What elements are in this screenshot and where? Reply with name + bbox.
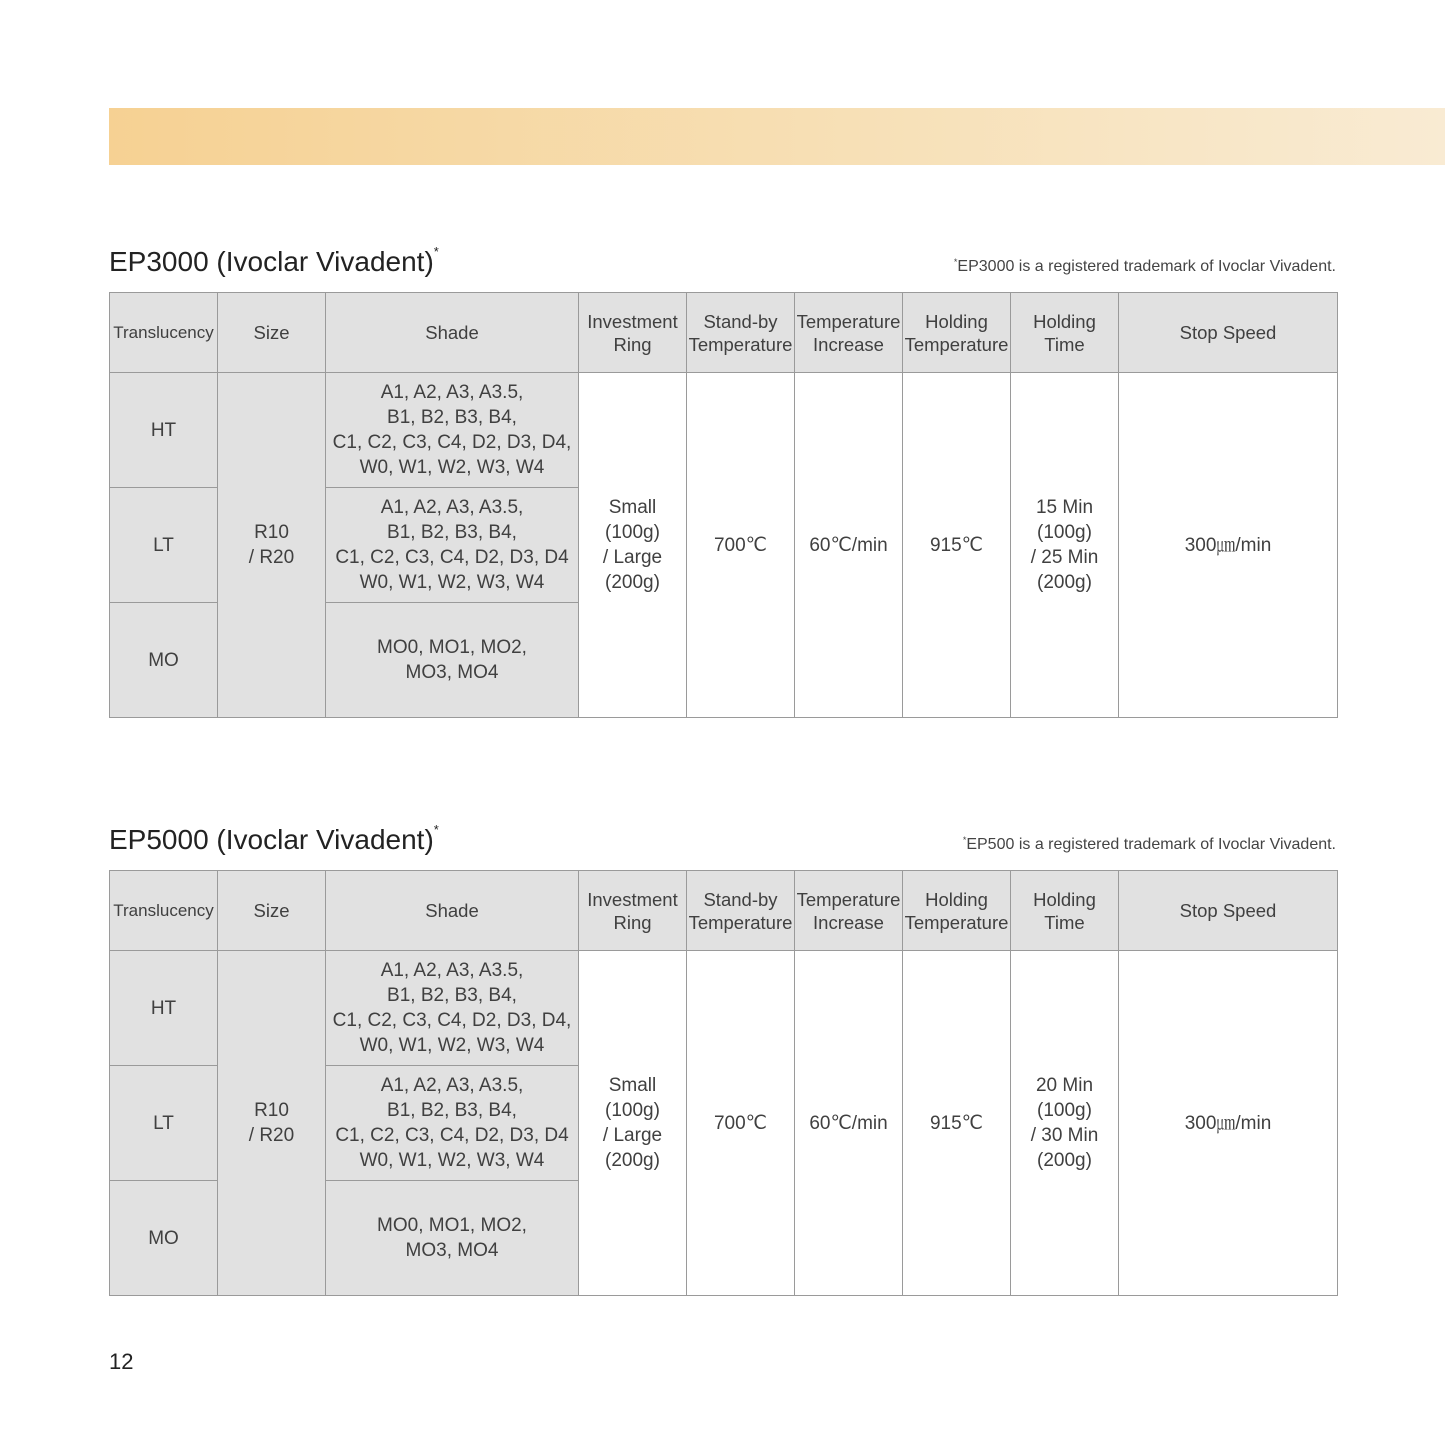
trademark-note: *EP500 is a registered trademark of Ivoclar Vivadent. <box>962 835 1336 853</box>
shade-cell: MO0, MO1, MO2, MO3, MO4 <box>326 1181 579 1296</box>
firing-table <box>109 292 1338 718</box>
standby-temperature-cell: 700℃ <box>687 373 795 718</box>
header-temperature-increase: Temperature Increase <box>795 871 903 951</box>
holding-time-cell: 15 Min (100g) / 25 Min (200g) <box>1011 373 1119 718</box>
header-holding-temperature: Holding Temperature <box>903 293 1011 373</box>
shade-cell: A1, A2, A3, A3.5, B1, B2, B3, B4, C1, C2, C3, C4, D2, D3, D4 W0, W1, W2, W3, W4 <box>326 1066 579 1181</box>
firing-table <box>109 870 1338 1296</box>
header-stop-speed: Stop Speed <box>1119 293 1338 373</box>
size-cell: R10 / R20 <box>218 951 326 1296</box>
title-asterisk: * <box>433 244 439 259</box>
section-ep3000 <box>109 243 1337 718</box>
shade-cell: MO0, MO1, MO2, MO3, MO4 <box>326 603 579 718</box>
translucency-cell: MO <box>110 603 218 718</box>
holding-temperature-cell: 915℃ <box>903 951 1011 1296</box>
header-shade: Shade <box>326 871 579 951</box>
shade-cell: A1, A2, A3, A3.5, B1, B2, B3, B4, C1, C2, C3, C4, D2, D3, D4, W0, W1, W2, W3, W4 <box>326 373 579 488</box>
trademark-note: *EP3000 is a registered trademark of Ivoclar Vivadent. <box>953 257 1336 275</box>
page-number: 12 <box>109 1349 134 1374</box>
table-header-row <box>110 871 1338 951</box>
holding-time-cell: 20 Min (100g) / 30 Min (200g) <box>1011 951 1119 1296</box>
note-asterisk: * <box>962 835 967 845</box>
header-size: Size <box>218 871 326 951</box>
translucency-cell: HT <box>110 373 218 488</box>
section-ep5000 <box>109 821 1337 1296</box>
header-investment-ring: Investment Ring <box>579 871 687 951</box>
section-title: EP3000 (Ivoclar Vivadent)* <box>109 244 439 277</box>
section-header <box>109 243 1337 292</box>
investment-ring-cell: Small (100g) / Large (200g) <box>579 951 687 1296</box>
section-title: EP5000 (Ivoclar Vivadent)* <box>109 822 439 855</box>
table-row <box>110 951 1338 1066</box>
stop-speed-cell: 300㎛/min <box>1119 373 1338 718</box>
shade-cell: A1, A2, A3, A3.5, B1, B2, B3, B4, C1, C2, C3, C4, D2, D3, D4, W0, W1, W2, W3, W4 <box>326 951 579 1066</box>
section-header <box>109 821 1337 870</box>
standby-temperature-cell: 700℃ <box>687 951 795 1296</box>
investment-ring-cell: Small (100g) / Large (200g) <box>579 373 687 718</box>
translucency-cell: HT <box>110 951 218 1066</box>
header-size: Size <box>218 293 326 373</box>
header-holding-time: Holding Time <box>1011 871 1119 951</box>
translucency-cell: MO <box>110 1181 218 1296</box>
note-asterisk: * <box>953 257 958 267</box>
temperature-increase-cell: 60℃/min <box>795 373 903 718</box>
translucency-cell: LT <box>110 488 218 603</box>
shade-cell: A1, A2, A3, A3.5, B1, B2, B3, B4, C1, C2, C3, C4, D2, D3, D4 W0, W1, W2, W3, W4 <box>326 488 579 603</box>
header-standby-temperature: Stand-by Temperature <box>687 293 795 373</box>
temperature-increase-cell: 60℃/min <box>795 951 903 1296</box>
header-stop-speed: Stop Speed <box>1119 871 1338 951</box>
title-asterisk: * <box>433 822 439 837</box>
header-holding-temperature: Holding Temperature <box>903 871 1011 951</box>
size-cell: R10 / R20 <box>218 373 326 718</box>
table-row <box>110 373 1338 488</box>
header-translucency: Translucency <box>110 871 218 951</box>
stop-speed-cell: 300㎛/min <box>1119 951 1338 1296</box>
header-standby-temperature: Stand-by Temperature <box>687 871 795 951</box>
header-temperature-increase: Temperature Increase <box>795 293 903 373</box>
translucency-cell: LT <box>110 1066 218 1181</box>
header-holding-time: Holding Time <box>1011 293 1119 373</box>
table-header-row <box>110 293 1338 373</box>
header-shade: Shade <box>326 293 579 373</box>
header-banner <box>109 108 1445 165</box>
header-translucency: Translucency <box>110 293 218 373</box>
holding-temperature-cell: 915℃ <box>903 373 1011 718</box>
header-investment-ring: Investment Ring <box>579 293 687 373</box>
